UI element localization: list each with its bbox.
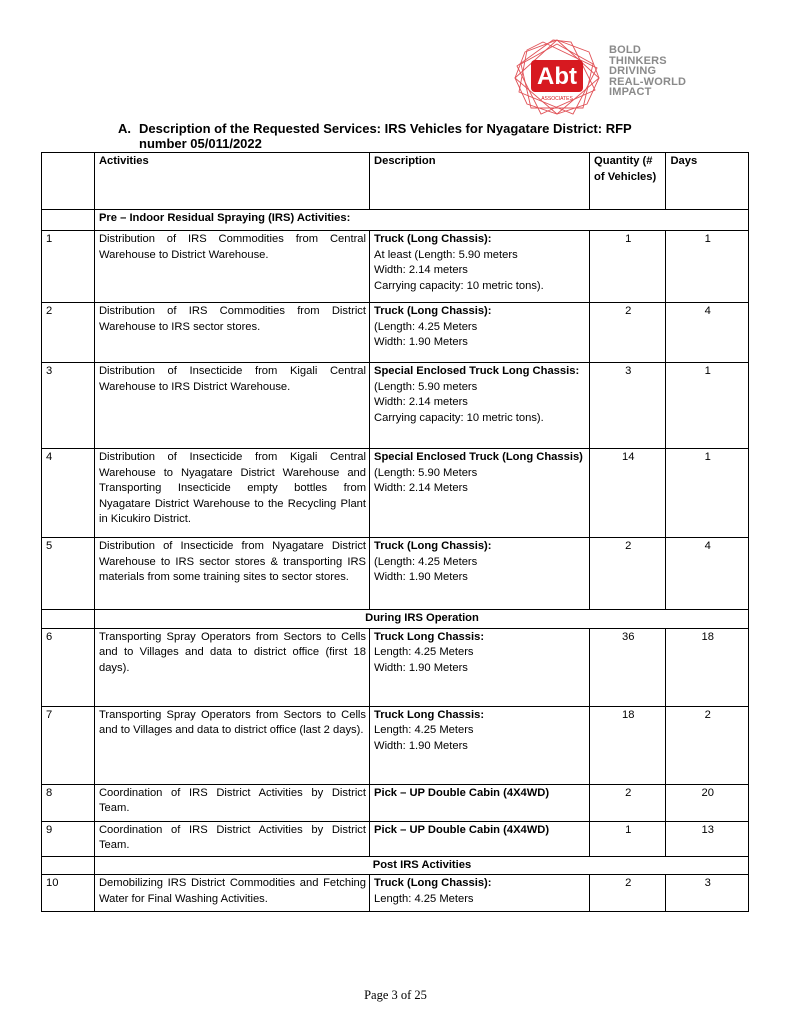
header-quantity: Quantity (# of Vehicles) <box>590 153 666 210</box>
row-description <box>370 363 590 449</box>
row-number: 10 <box>42 875 95 912</box>
description-line: Width: 2.14 Meters <box>374 482 468 494</box>
row-quantity: 18 <box>590 706 666 784</box>
logo-sub-text: ASSOCIATES <box>541 96 573 102</box>
row-number: 4 <box>42 449 95 538</box>
row-quantity: 2 <box>590 303 666 363</box>
description-line: Width: 2.14 meters <box>374 264 468 276</box>
description-title: Special Enclosed Truck (Long Chassis) <box>374 451 583 463</box>
row-quantity: 14 <box>590 449 666 538</box>
row-number: 1 <box>42 231 95 303</box>
description-title-tail: (Length: 5.90 Meters <box>374 466 478 479</box>
row-number: 2 <box>42 303 95 363</box>
row-description <box>370 784 590 821</box>
tagline-line: THINKERS <box>609 54 667 67</box>
row-quantity: 2 <box>590 538 666 610</box>
tagline-line: BOLD <box>609 44 641 56</box>
row-description <box>370 821 590 856</box>
table-row <box>42 784 749 821</box>
section-title-post: Post IRS Activities <box>94 856 748 875</box>
row-activity: Coordination of IRS District Activities by District Team. <box>94 821 369 856</box>
description-line: Width: 1.90 Meters <box>374 336 468 348</box>
row-quantity: 2 <box>590 875 666 912</box>
row-number: 7 <box>42 706 95 784</box>
row-days: 1 <box>666 231 749 303</box>
section-spacer-cell <box>42 210 95 231</box>
row-days: 2 <box>666 706 749 784</box>
row-quantity: 1 <box>590 821 666 856</box>
row-activity: Transporting Spray Operators from Sectors to Cells and to Villages and data to district office (first 18 days). <box>94 628 369 706</box>
row-days: 3 <box>666 875 749 912</box>
heading-text: Description of the Requested Services: IRS Vehicles for Nyagatare District: RFP number 05/011/2022 <box>139 121 632 151</box>
description-line: (Length: 4.25 Meters <box>374 555 478 568</box>
description-title: Truck Long Chassis: <box>374 630 485 643</box>
description-title: Special Enclosed Truck Long Chassis: <box>374 365 580 377</box>
row-number: 8 <box>42 784 95 821</box>
row-activity: Distribution of Insecticide from Kigali Central Warehouse to Nyagatare District Warehouse and Transporting Insecticide empty bottles from Nyagatare District Warehouse to the Recycling Plant in Kicukiro District. <box>94 449 369 538</box>
heading-marker: A. <box>118 121 131 136</box>
description-title: Pick – UP Double Cabin (4X4WD) <box>374 786 550 799</box>
table-row <box>42 628 749 706</box>
row-number: 3 <box>42 363 95 449</box>
description-line: Width: 1.90 Meters <box>374 661 468 674</box>
header-description: Description <box>370 153 590 210</box>
row-quantity: 1 <box>590 231 666 303</box>
row-description <box>370 449 590 538</box>
description-line: Length: 4.25 Meters <box>374 892 474 905</box>
services-table <box>41 152 749 912</box>
table-row <box>42 821 749 856</box>
tagline-line: IMPACT <box>609 86 652 98</box>
table-row <box>42 538 749 610</box>
description-line: Width: 1.90 Meters <box>374 571 468 583</box>
row-number: 6 <box>42 628 95 706</box>
section-row-pre <box>42 210 749 231</box>
row-activity: Distribution of Insecticide from Kigali Central Warehouse to IRS District Warehouse. <box>94 363 369 449</box>
header-days: Days <box>666 153 749 210</box>
row-days: 1 <box>666 449 749 538</box>
table-row <box>42 875 749 912</box>
row-activity: Transporting Spray Operators from Sectors to Cells and to Villages and data to district office (last 2 days). <box>94 706 369 784</box>
description-line: (Length: 5.90 meters <box>374 380 478 393</box>
tagline-line: REAL-WORLD <box>609 75 687 88</box>
row-days: 4 <box>666 303 749 363</box>
row-days: 1 <box>666 363 749 449</box>
description-line: Length: 4.25 Meters <box>374 646 474 658</box>
row-days: 4 <box>666 538 749 610</box>
row-activity: Distribution of Insecticide from Nyagatare District Warehouse to IRS sector stores & transporting IRS materials from some training sites to sector stores. <box>94 538 369 610</box>
tagline <box>609 45 719 98</box>
table-row <box>42 706 749 784</box>
description-title: Truck (Long Chassis): <box>374 305 492 317</box>
description-title: Truck Long Chassis: <box>374 708 485 721</box>
row-description <box>370 303 590 363</box>
description-title: Truck (Long Chassis): <box>374 233 492 245</box>
description-line: Length: 4.25 Meters <box>374 724 474 736</box>
table-row <box>42 231 749 303</box>
row-description <box>370 538 590 610</box>
row-activity: Distribution of IRS Commodities from Central Warehouse to District Warehouse. <box>94 231 369 303</box>
description-title: Truck (Long Chassis): <box>374 877 492 889</box>
description-title: Truck (Long Chassis): <box>374 540 492 552</box>
description-line: Width: 2.14 meters <box>374 396 468 408</box>
row-description <box>370 875 590 912</box>
row-description <box>370 231 590 303</box>
row-days: 18 <box>666 628 749 706</box>
row-days: 20 <box>666 784 749 821</box>
section-title-during: During IRS Operation <box>94 610 748 629</box>
description-line: (Length: 4.25 Meters <box>374 320 478 333</box>
description-line: At least (Length: 5.90 meters <box>374 248 518 261</box>
row-days: 13 <box>666 821 749 856</box>
row-number: 5 <box>42 538 95 610</box>
tagline-line: DRIVING <box>609 65 657 77</box>
section-spacer-cell <box>42 856 95 875</box>
table-row <box>42 303 749 363</box>
row-number: 9 <box>42 821 95 856</box>
description-line: Width: 1.90 Meters <box>374 739 468 752</box>
header-activities: Activities <box>94 153 369 210</box>
page-footer: Page 3 of 25 <box>364 988 427 1002</box>
row-quantity: 36 <box>590 628 666 706</box>
row-quantity: 3 <box>590 363 666 449</box>
row-description <box>370 628 590 706</box>
row-activity: Demobilizing IRS District Commodities and Fetching Water for Final Washing Activities. <box>94 875 369 912</box>
description-line: Carrying capacity: 10 metric tons). <box>374 411 544 424</box>
section-spacer-cell <box>42 610 95 629</box>
description-line: Carrying capacity: 10 metric tons). <box>374 279 544 292</box>
row-description <box>370 706 590 784</box>
table-header-row <box>42 153 749 210</box>
row-activity: Distribution of IRS Commodities from District Warehouse to IRS sector stores. <box>94 303 369 363</box>
section-row-post <box>42 856 749 875</box>
header-number-cell <box>42 153 95 210</box>
row-activity: Coordination of IRS District Activities by District Team. <box>94 784 369 821</box>
logo-brand-text: Abt <box>537 63 577 90</box>
row-quantity: 2 <box>590 784 666 821</box>
description-title: Pick – UP Double Cabin (4X4WD) <box>374 823 550 836</box>
abt-logo <box>513 38 601 116</box>
section-title-pre: Pre – Indoor Residual Spraying (IRS) Activities: <box>94 210 748 231</box>
section-row-during <box>42 610 749 629</box>
table-row <box>42 449 749 538</box>
table-row <box>42 363 749 449</box>
